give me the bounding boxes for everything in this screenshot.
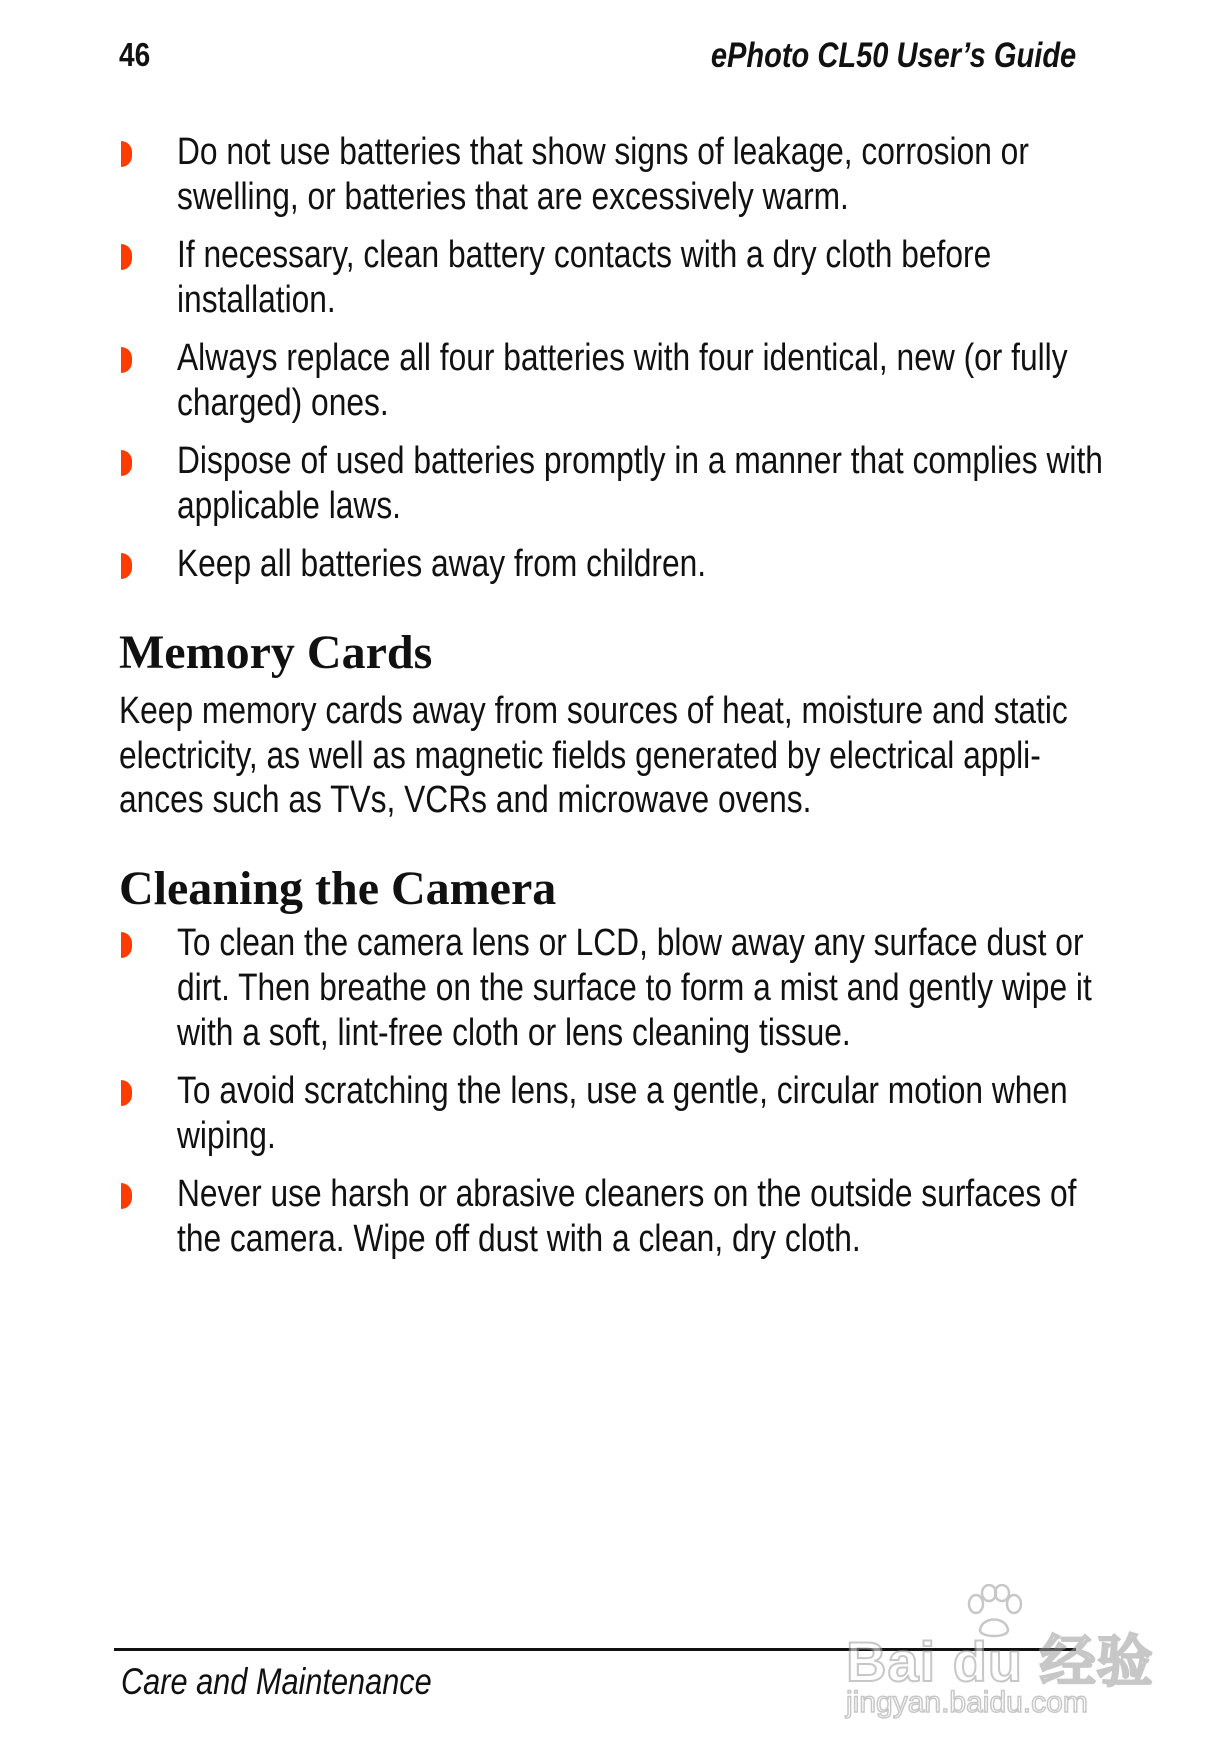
battery-tip-text: Dispose of used batteries promptly in a manner that complies with applicable laws. (177, 440, 1103, 527)
battery-tip-text: Always replace all four batteries with four identical, new (or fully charged) ones. (177, 337, 1068, 424)
bullet-icon (121, 141, 132, 167)
cleaning-tip-text: To clean the camera lens or LCD, blow away any surface dust or dirt. Then breathe on the surface to form a mist and gently wipe it with a soft, lint-free cloth or lens cleaning tissue. (177, 921, 1092, 1054)
cleaning-heading: Cleaning the Camera (119, 861, 557, 915)
cleaning-tips-list (119, 921, 1092, 1262)
list-item (119, 233, 1079, 323)
list-item (119, 1172, 1079, 1262)
page-number: 46 (119, 36, 151, 73)
watermark-site: jingyan.baidu.com (846, 1686, 1088, 1719)
list-item (119, 1069, 1079, 1159)
battery-tip-text: Keep all batteries away from children. (177, 543, 707, 585)
bullet-icon (121, 1080, 132, 1106)
bullet-icon (121, 347, 132, 373)
list-item (119, 542, 1079, 587)
page-content (119, 130, 1103, 1275)
bullet-icon (121, 450, 132, 476)
cleaning-tip-text: Never use harsh or abrasive cleaners on the outside surfaces of the camera. Wipe off dust with a clean, dry cloth. (177, 1172, 1077, 1260)
running-title: ePhoto CL50 User’s Guide (710, 36, 1076, 75)
list-item (119, 336, 1079, 426)
watermark (846, 1580, 1154, 1730)
list-item (119, 921, 1092, 1056)
watermark-brand: Bai du 经验 (846, 1630, 1154, 1693)
battery-tip-text: If necessary, clean battery contacts with a dry cloth before installation. (177, 234, 992, 321)
memory-cards-heading: Memory Cards (119, 626, 433, 679)
list-item (119, 130, 1079, 220)
bullet-icon (121, 932, 132, 958)
battery-tips-list (119, 130, 1103, 587)
cleaning-tip-text: To avoid scratching the lens, use a gentle, circular motion when wiping. (177, 1069, 1068, 1157)
bullet-icon (121, 1183, 132, 1209)
list-item (119, 439, 1103, 529)
battery-tip-text: Do not use batteries that show signs of leakage, corrosion or swelling, or batteries that are excessively warm. (177, 131, 1029, 218)
bullet-icon (121, 553, 132, 579)
footer-section-name: Care and Maintenance (121, 1661, 432, 1702)
memory-cards-paragraph: Keep memory cards away from sources of heat, moisture and static electricity, as well as magnetic fields generated by electrical appli-ances such as TVs, VCRs and microwave ovens. (119, 690, 1068, 821)
bullet-icon (121, 244, 132, 270)
